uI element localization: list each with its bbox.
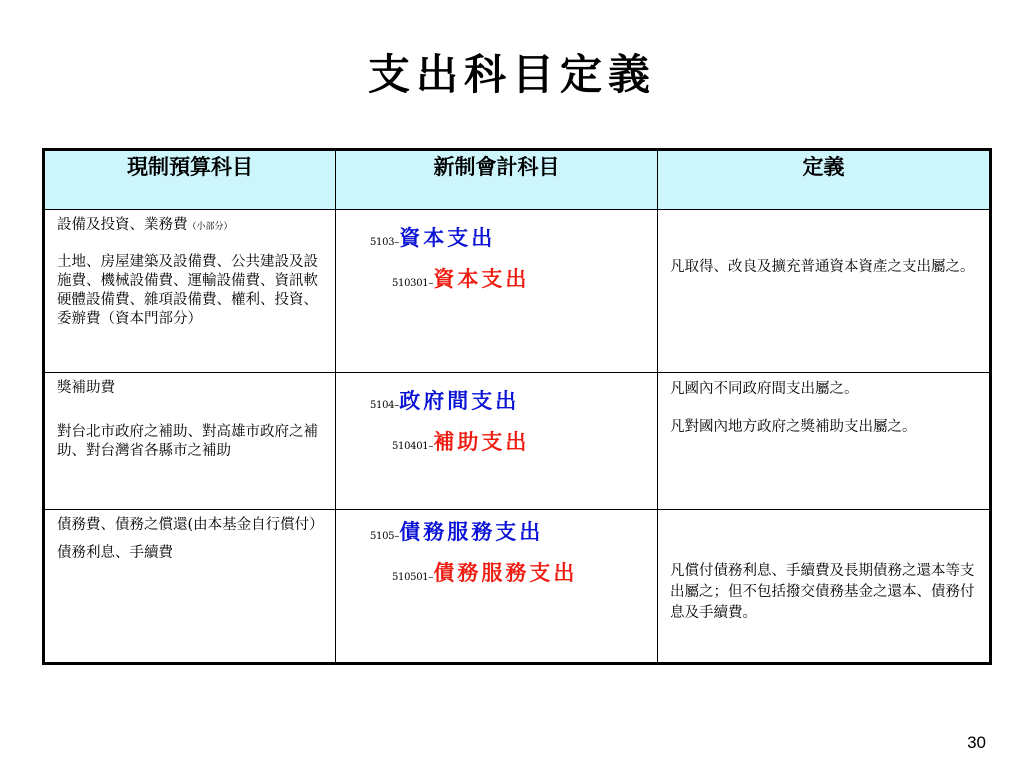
current-budget-detail: 對台北市政府之補助、對高雄市政府之補助、對台灣省各縣市之補助	[57, 424, 318, 459]
definition-text: 凡取得、改良及擴充普通資本資產之支出屬之。	[670, 259, 975, 275]
level2-account: 510301–資本支出	[392, 266, 530, 291]
current-budget-heading: 獎補助費	[57, 380, 115, 396]
current-budget-detail: 債務利息、手續費	[57, 545, 173, 561]
level1-name: 債務服務支出	[399, 519, 544, 544]
definition-cell	[658, 210, 991, 373]
table-row	[44, 373, 991, 510]
header-current-budget: 現制預算科目	[44, 150, 336, 210]
definition-cell	[658, 373, 991, 510]
current-budget-cell	[44, 373, 336, 510]
level1-name: 政府間支出	[399, 388, 520, 413]
page-number: 30	[967, 733, 986, 752]
table-row	[44, 510, 991, 664]
level2-name: 資本支出	[433, 266, 530, 291]
account-definition-table	[42, 148, 992, 665]
definition-text: 凡償付債務利息、手續費及長期債務之還本等支出屬之；但不包括撥交債務基金之還本、債務付息及手續費。	[670, 563, 975, 621]
current-budget-note: （小部分）	[187, 222, 233, 232]
level1-code: 5103	[370, 237, 395, 248]
current-budget-heading: 設備及投資、業務費（小部分）	[57, 217, 233, 233]
current-budget-cell	[44, 210, 336, 373]
level1-name: 資本支出	[399, 225, 496, 250]
level2-code: 510401	[392, 441, 429, 452]
level1-account: 5103–資本支出	[370, 225, 496, 250]
new-account-cell	[336, 373, 658, 510]
level2-account: 510501–債務服務支出	[392, 560, 578, 585]
definition-cell	[658, 510, 991, 664]
level1-code: 5104	[370, 400, 395, 411]
level2-code: 510301	[392, 278, 429, 289]
level1-account: 5104–政府間支出	[370, 388, 520, 413]
definition-text: 凡對國內地方政府之獎補助支出屬之。	[670, 419, 917, 435]
level1-code: 5105	[370, 531, 395, 542]
slide-title: 支出科目定義	[367, 50, 656, 99]
definition-text: 凡國內不同政府間支出屬之。	[670, 381, 859, 397]
level2-account: 510401–補助支出	[392, 429, 530, 454]
table-header-row	[44, 150, 991, 210]
header-new-accounting: 新制會計科目	[336, 150, 658, 210]
level2-name: 補助支出	[433, 429, 530, 454]
level2-code: 510501	[392, 572, 429, 583]
new-account-cell	[336, 510, 658, 664]
table-row	[44, 210, 991, 373]
header-definition: 定義	[658, 150, 991, 210]
current-budget-heading: 債務費、債務之償還(由本基金自行償付）	[57, 517, 324, 533]
level1-account: 5105–債務服務支出	[370, 519, 544, 544]
new-account-cell	[336, 210, 658, 373]
level2-name: 債務服務支出	[433, 560, 578, 585]
current-budget-cell	[44, 510, 336, 664]
current-budget-detail: 土地、房屋建築及設備費、公共建設及設施費、機械設備費、運輸設備費、資訊軟硬體設備費、雜項設備費、權利、投資、委辦費（資本門部分）	[57, 254, 318, 327]
